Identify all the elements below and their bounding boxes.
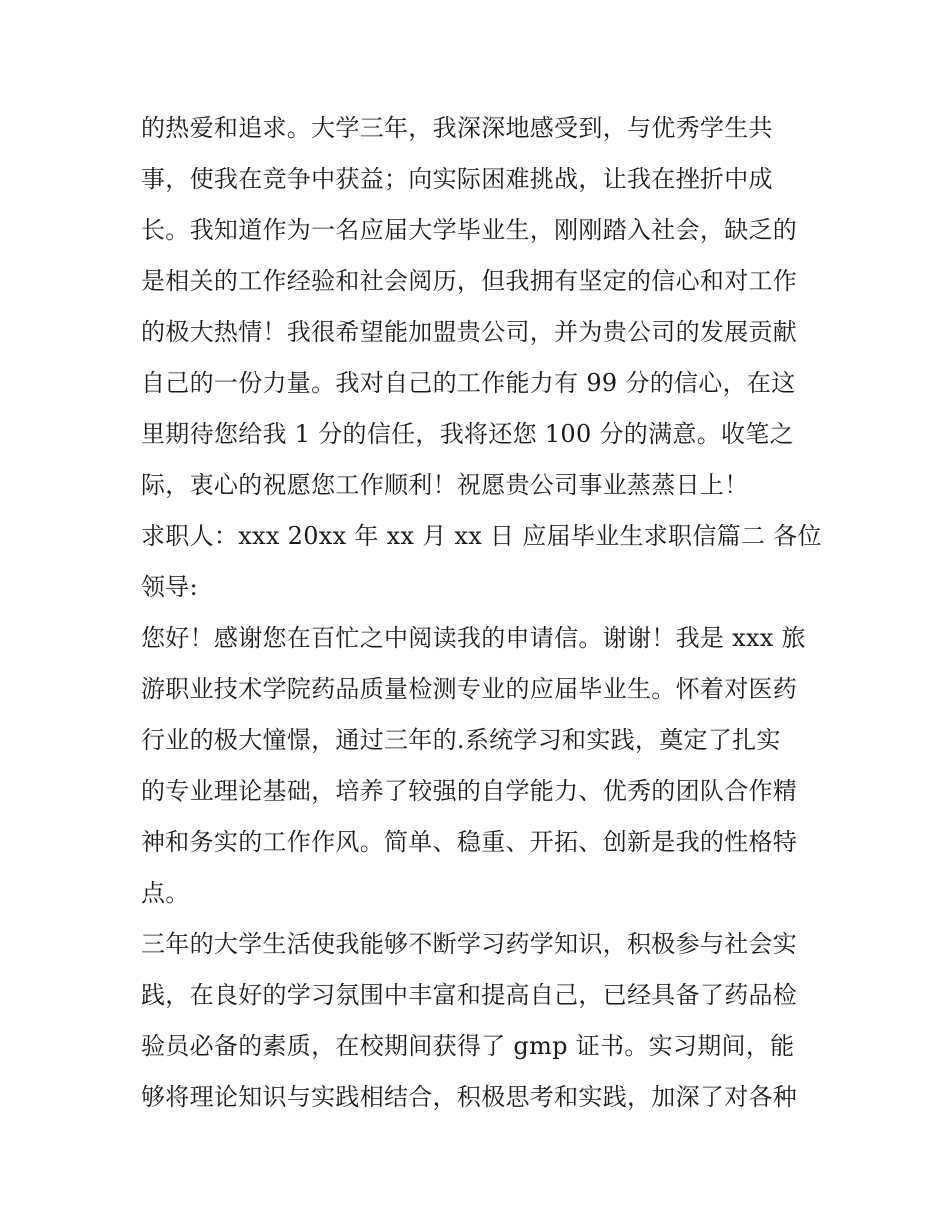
text-line: 践，在良好的学习氛围中丰富和提高自己，已经具备了药品检 xyxy=(141,981,798,1009)
text-line: 神和务实的工作作风。简单、稳重、开拓、创新是我的性格特 xyxy=(141,828,798,856)
text-line: 际，衷心的祝愿您工作顺利！祝愿贵公司事业蒸蒸日上！ xyxy=(141,471,749,499)
salutation-line: 领导: xyxy=(141,573,198,601)
signature-line: 求职人：xxx 20xx 年 xx 月 xx 日 应届毕业生求职信篇二 各位 xyxy=(141,522,822,550)
text-line: 长。我知道作为一名应届大学毕业生，刚刚踏入社会，缺乏的 xyxy=(141,216,798,244)
text-line: 点。 xyxy=(141,879,190,907)
text-line: 是相关的工作经验和社会阅历，但我拥有坚定的信心和对工作 xyxy=(141,267,798,295)
text-line: 行业的极大憧憬，通过三年的.系统学习和实践，奠定了扎实 xyxy=(141,726,781,754)
text-line: 的极大热情！我很希望能加盟贵公司，并为贵公司的发展贡献 xyxy=(141,318,798,346)
document-body xyxy=(141,103,821,1123)
text-line: 的专业理论基础，培养了较强的自学能力、优秀的团队合作精 xyxy=(141,777,798,805)
text-line: 的热爱和追求。大学三年，我深深地感受到，与优秀学生共 xyxy=(141,114,773,142)
text-line: 事，使我在竞争中获益；向实际困难挑战，让我在挫折中成 xyxy=(141,165,773,193)
text-line: 里期待您给我 1 分的信任，我将还您 100 分的满意。收笔之 xyxy=(141,420,794,448)
text-line: 游职业技术学院药品质量检测专业的应届毕业生。怀着对医药 xyxy=(141,675,798,703)
text-line: 验员必备的素质，在校期间获得了 gmp 证书。实习期间，能 xyxy=(141,1032,795,1060)
text-line: 够将理论知识与实践相结合，积极思考和实践，加深了对各种 xyxy=(141,1083,798,1111)
text-line: 自己的一份力量。我对自己的工作能力有 99 分的信心，在这 xyxy=(141,369,796,397)
text-line: 三年的大学生活使我能够不断学习药学知识，积极参与社会实 xyxy=(141,930,798,958)
text-line: 您好！感谢您在百忙之中阅读我的申请信。谢谢！我是 xxx 旅 xyxy=(141,624,806,652)
